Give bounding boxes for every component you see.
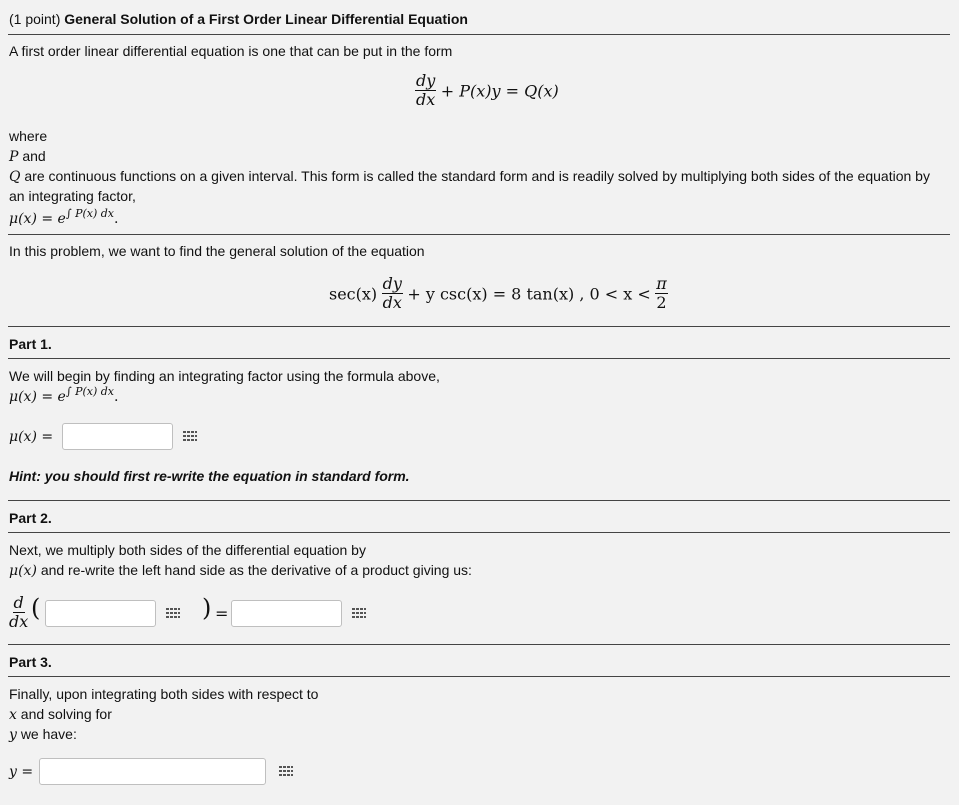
standard-form-equation: $\frac{dy}{dx}$ + P(x)y = Q(x) [416, 71, 559, 110]
close-paren: ) [202, 594, 212, 622]
divider [8, 34, 950, 35]
continuous-text-line1: Q are continuous functions on a given interval. This form is called the standard form and is readily solved by multiplying both sides of the equation by [9, 168, 930, 185]
problem-text: In this problem, we want to find the general solution of the equation [9, 243, 425, 259]
part2-heading: Part 2. [9, 510, 52, 526]
divider [8, 676, 950, 677]
part1-heading: Part 1. [9, 336, 52, 352]
integrating-factor-formula: $\mu(x) = e^{\int P(x) dx}$. [9, 385, 119, 405]
part3-text-line3: y we have: [9, 726, 77, 743]
mu-answer-input[interactable] [62, 423, 173, 450]
divider [8, 532, 950, 533]
dy-dx-fraction: $\frac{dy}{dx}$ [382, 274, 402, 313]
problem-title: General Solution of a First Order Linear Differential Equation [64, 11, 468, 27]
rhs-answer-input[interactable] [231, 600, 342, 627]
pi-over-two-fraction: $\frac{\pi}{2}$ [656, 274, 667, 313]
part1-text: We will begin by finding an integrating factor using the formula above, [9, 368, 440, 384]
integrating-factor-formula: $\mu(x) = e^{\int P(x) dx}$. [9, 207, 119, 227]
divider [8, 326, 950, 327]
intro-text: A first order linear differential equation is one that can be put in the form [9, 43, 453, 59]
grid-icon[interactable] [161, 601, 185, 625]
y-answer-input[interactable] [39, 758, 266, 785]
part2-text-line1: Next, we multiply both sides of the differential equation by [9, 542, 366, 558]
continuous-text-line2: an integrating factor, [9, 188, 136, 204]
mu-answer-label: μ(x) = [9, 429, 54, 445]
where-text: where [9, 128, 48, 144]
grid-icon[interactable] [178, 424, 202, 448]
part2-text-line2: μ(x) and re-write the left hand side as the derivative of a product giving us: [9, 562, 472, 579]
equals-sign: = [215, 604, 229, 623]
divider [8, 500, 950, 501]
d-dx-fraction: $\frac{d}{dx}$ [9, 593, 29, 632]
derivative-operator [9, 594, 28, 632]
divider [8, 358, 950, 359]
grid-icon[interactable] [274, 759, 298, 783]
problem-header [9, 11, 468, 27]
p-and-line: P and [9, 148, 46, 165]
divider [8, 644, 950, 645]
points-label: (1 point) [9, 11, 61, 27]
y-answer-label: y = [9, 764, 34, 780]
part3-text-line1: Finally, upon integrating both sides with respect to [9, 686, 319, 702]
grid-icon[interactable] [347, 601, 371, 625]
part3-heading: Part 3. [9, 654, 52, 670]
part3-text-line2: x and solving for [9, 706, 112, 723]
problem-equation: sec(x) $\frac{dy}{dx}$ + y csc(x) = 8 tan(x) , 0 < x < $\frac{\pi}{2}$ [329, 274, 667, 313]
dy-dx-fraction: $\frac{dy}{dx}$ [416, 71, 436, 110]
divider [8, 234, 950, 235]
hint-text: Hint: you should first re-write the equation in standard form. [9, 468, 410, 484]
open-paren: ( [31, 594, 41, 622]
product-answer-input[interactable] [45, 600, 156, 627]
